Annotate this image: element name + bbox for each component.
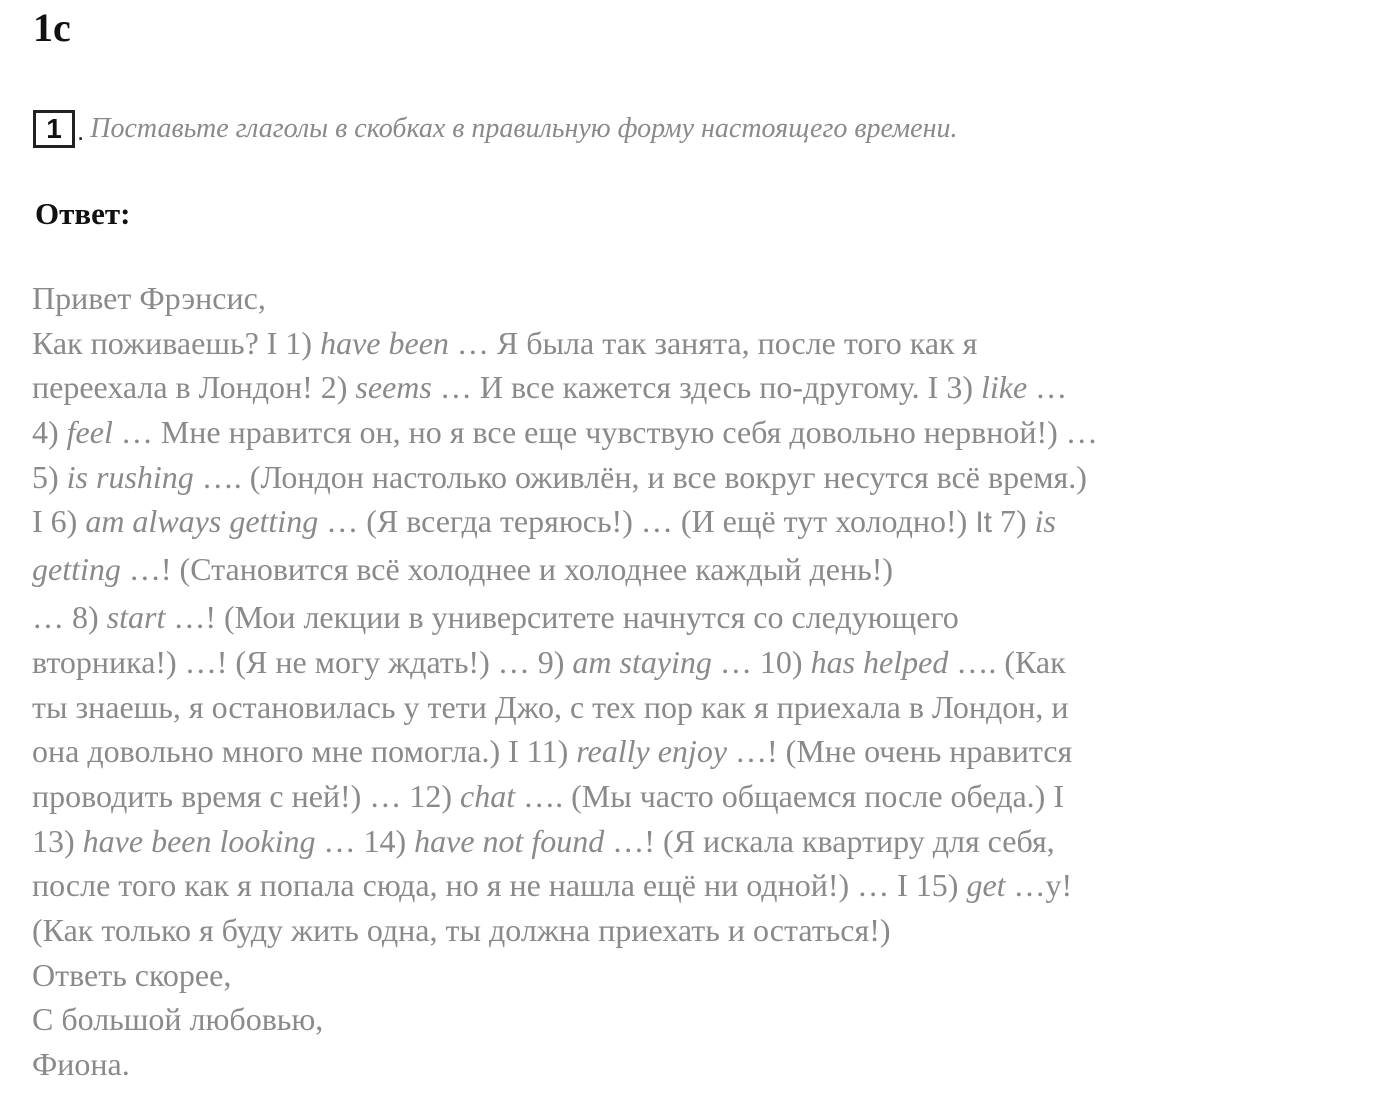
letter-text: проводить время с ней!) … 12): [32, 777, 460, 814]
letter-text: … 8): [32, 599, 107, 636]
letter-text: Как поживаешь? I 1): [32, 324, 321, 361]
letter-text: (Как только я буду жить одна, ты должна приехать и остаться!): [32, 911, 891, 948]
page-title: 1c: [33, 5, 71, 50]
letter-line: [32, 774, 1352, 819]
letter-text: …! (Мне очень нравится: [727, 733, 1073, 770]
answer-verb: is rushing: [66, 458, 194, 495]
letter-text: …! (Становится всё холоднее и холоднее каждый день!): [120, 551, 894, 588]
letter-text: 7): [992, 503, 1035, 540]
letter-line: [32, 908, 1352, 953]
letter-line: [32, 595, 1352, 640]
letter-signature: Фиона.: [32, 1046, 130, 1082]
letter-line: [32, 321, 1352, 366]
answer-verb: have been: [320, 324, 449, 361]
letter-line: [32, 729, 1352, 774]
letter-line: [32, 863, 1352, 908]
letter-closing: С большой любовью,: [32, 1001, 324, 1038]
letter-line: [32, 997, 1352, 1042]
letter-text: …! (Я искала квартиру для себя,: [604, 822, 1055, 859]
letter-text: I 6): [32, 503, 86, 540]
letter-text: … (Я всегда теряюсь!) … (И ещё тут холодно!): [318, 503, 976, 540]
task-header: [33, 107, 957, 151]
letter-line: [32, 685, 1352, 730]
letter-text: …. (Как: [948, 643, 1066, 680]
letter-line: [32, 276, 1352, 321]
letter-text: It: [975, 506, 992, 540]
letter-text: … Я была так занята, после того как я: [448, 324, 978, 361]
answer-verb: have been looking: [82, 822, 316, 859]
letter-line: [32, 953, 1352, 998]
answer-verb: is: [1034, 503, 1056, 540]
answer-verb: seems: [355, 369, 432, 406]
answer-letter: [32, 276, 1352, 1087]
task-number-dot: .: [77, 116, 85, 146]
letter-greeting: Привет Фрэнсис,: [32, 280, 266, 316]
answer-verb: am always getting: [85, 503, 319, 540]
answer-verb: am staying: [572, 643, 712, 680]
letter-text: 4): [32, 414, 67, 451]
letter-text: она довольно много мне помогла.) I 11): [32, 733, 577, 770]
answer-verb: has helped: [810, 643, 949, 680]
answer-verb: chat: [459, 777, 516, 814]
letter-line: [32, 365, 1352, 410]
answer-verb: get: [966, 867, 1006, 904]
letter-text: ты знаешь, я остановилась у тети Джо, с тех пор как я приехала в Лондон, и: [32, 688, 1069, 725]
letter-text: …! (Мои лекции в университете начнутся со следующего: [165, 599, 959, 636]
letter-line: [32, 819, 1352, 864]
letter-text: вторника!) …! (Я не могу ждать!) … 9): [32, 643, 573, 680]
letter-text: … И все кажется здесь по-другому. I 3): [431, 369, 981, 406]
letter-text: … Мне нравится он, но я все еще чувствую себя довольно нервной!) …: [112, 414, 1098, 451]
answer-verb: feel: [66, 414, 113, 451]
letter-text: …: [1027, 369, 1068, 406]
letter-text: после того как я попала сюда, но я не нашла ещё ни одной!) … I 15): [32, 867, 967, 904]
letter-text: переехала в Лондон! 2): [32, 369, 356, 406]
letter-text: … 10): [711, 643, 811, 680]
answer-verb: like: [980, 369, 1028, 406]
letter-text: …. (Лондон настолько оживлён, и все вокруг несутся всё время.): [193, 458, 1087, 495]
letter-line: [32, 544, 1352, 595]
answer-verb: getting: [32, 551, 121, 588]
letter-text: 5): [32, 458, 67, 495]
task-instruction: Поставьте глаголы в скобках в правильную форму настоящего времени.: [90, 113, 958, 144]
letter-text: …. (Мы часто общаемся после обеда.) I: [515, 777, 1064, 814]
answer-verb: start: [106, 599, 166, 636]
letter-text: 13): [32, 822, 83, 859]
letter-line: [32, 1042, 1352, 1087]
letter-text: … 14): [315, 822, 415, 859]
letter-closing: Ответь скорее,: [32, 956, 232, 993]
task-number-badge: 1: [33, 110, 75, 148]
letter-line: [32, 640, 1352, 685]
letter-text: …y!: [1005, 867, 1073, 904]
answer-verb: have not found: [414, 822, 605, 859]
answer-verb: really enjoy: [576, 733, 728, 770]
letter-line: [32, 499, 1352, 544]
letter-line: [32, 455, 1352, 500]
answer-label: Ответ:: [35, 196, 131, 231]
letter-line: [32, 410, 1352, 455]
